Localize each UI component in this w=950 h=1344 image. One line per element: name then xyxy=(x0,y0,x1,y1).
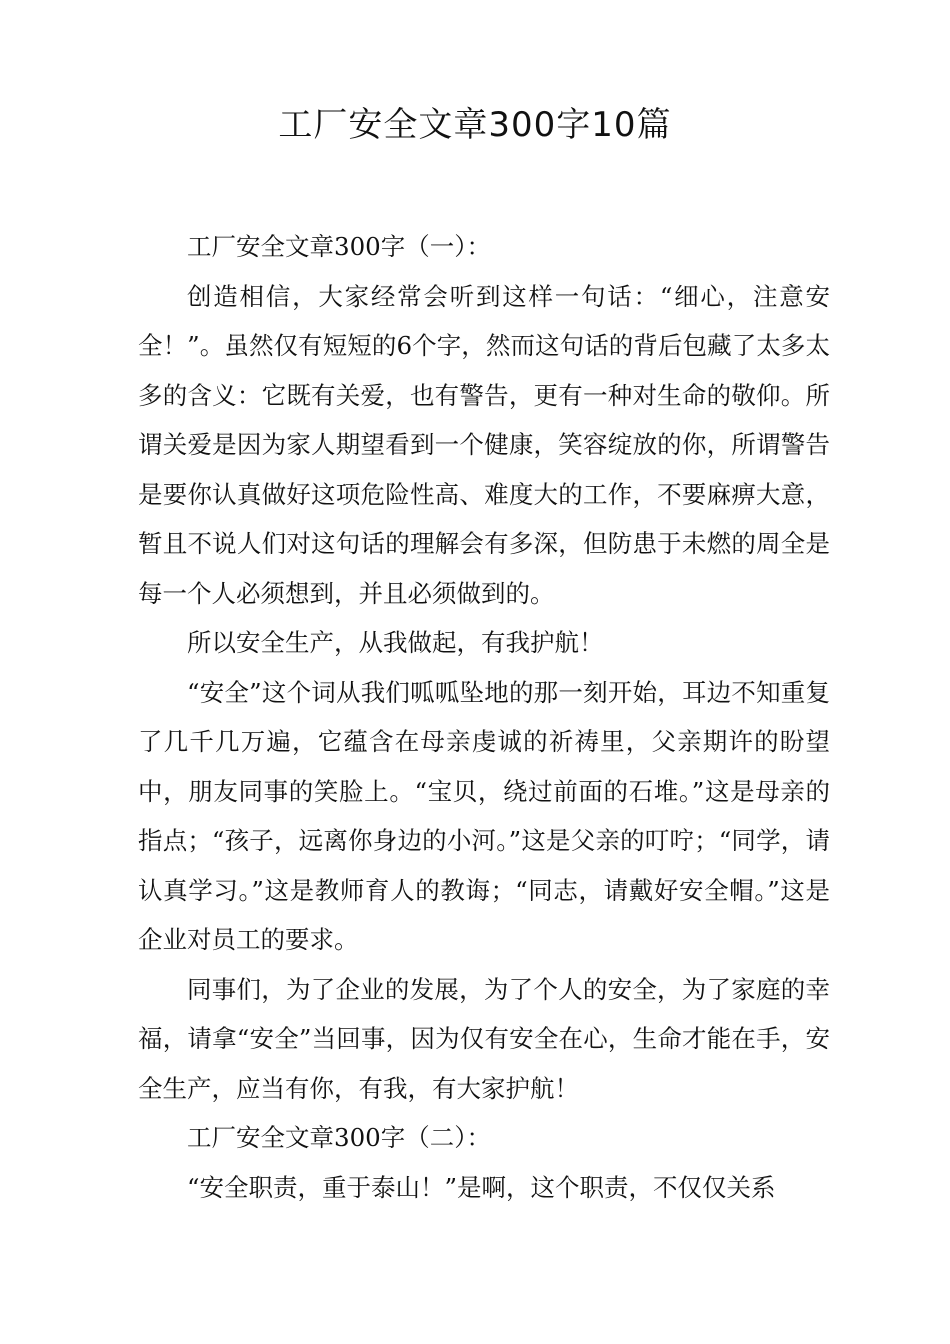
paragraph: 同事们，为了企业的发展，为了个人的安全，为了家庭的幸福，请拿“安全”当回事，因为仅有安全在心，生命才能在手，安全生产，应当有你，有我，有大家护航！ xyxy=(138,974,830,1103)
paragraph: “安全职责，重于泰山！”是啊，这个职责，不仅仅关系 xyxy=(187,1172,776,1202)
paragraph: 创造相信，大家经常会听到这样一句话：“细心，注意安全！”。虽然仅有短短的6个字，然而这句话的背后包藏了太多太多的含义：它既有关爱，也有警告，更有一种对生命的敬仰。所谓关爱是因为家人期望看到一个健康，笑容绽放的你，所谓警告是要你认真做好这项危险性高、难度大的工作，不要麻痹大意，暂且不说人们对这句话的理解会有多深，但防患于未燃的周全是每一个人必须想到，并且必须做到的。 xyxy=(138,281,830,608)
paragraph: 所以安全生产，从我做起，有我护航！ xyxy=(187,628,604,657)
section-heading-2: 工厂安全文章300字（二）： xyxy=(187,1123,492,1152)
paragraph: “安全”这个词从我们呱呱坠地的那一刻开始，耳边不知重复了几千几万遍，它蕴含在母亲虔诚的祈祷里，父亲期许的盼望中，朋友同事的笑脸上。“宝贝，绕过前面的石堆。”这是母亲的指点；“孩子，远离你身边的小河。”这是父亲的叮咛；“同学，请认真学习。”这是教师育人的教诲；“同志，请戴好安全帽。”这是企业对员工的要求。 xyxy=(138,677,830,954)
section-heading-1: 工厂安全文章300字（一）： xyxy=(187,232,492,261)
document-title: 工厂安全文章300字10篇 xyxy=(278,105,672,145)
document-body xyxy=(138,222,830,1212)
